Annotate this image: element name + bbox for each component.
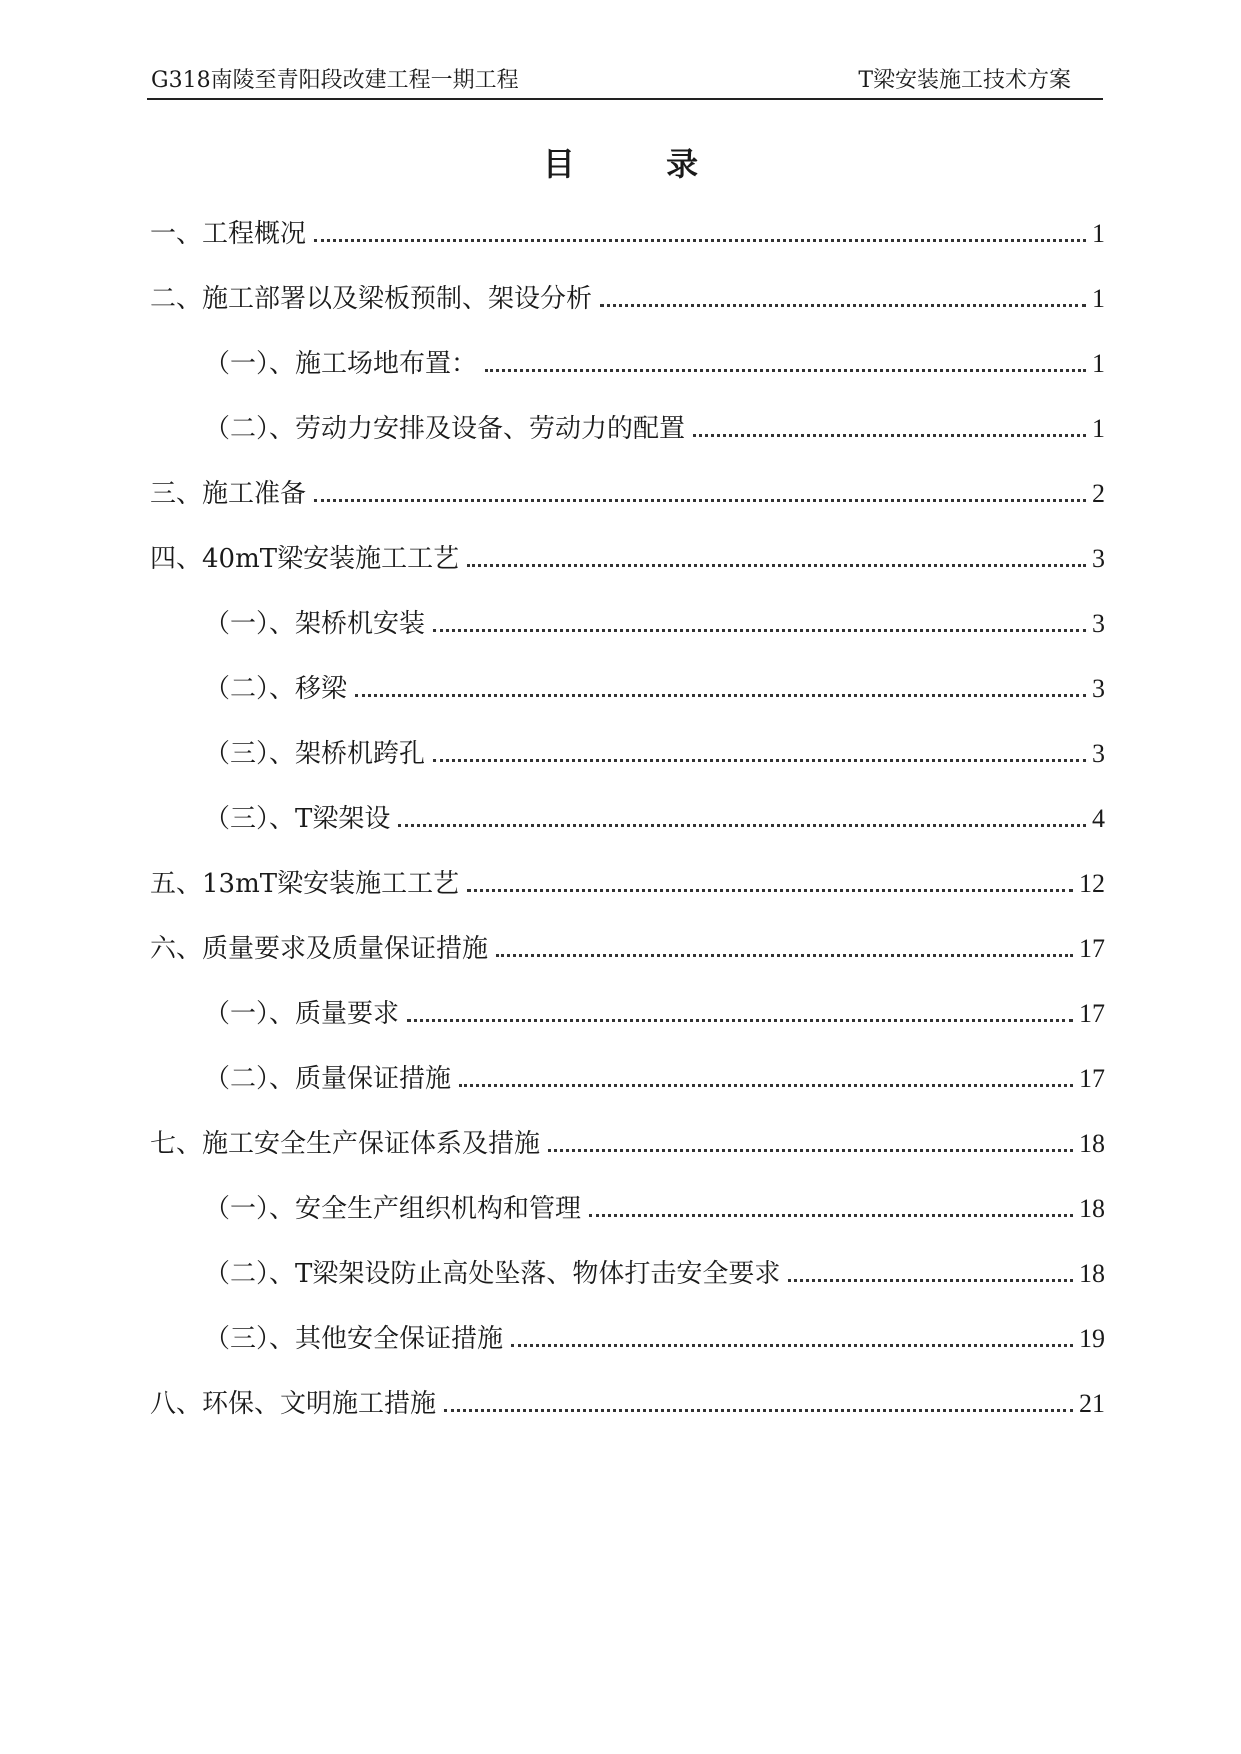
- toc-entry-text: （一）、质量要求: [204, 999, 400, 1029]
- toc-entry-text: 八、环保、文明施工措施: [150, 1389, 437, 1419]
- toc-dot-leader: [496, 954, 1073, 957]
- toc-entry-text: 六、质量要求及质量保证措施: [150, 934, 489, 964]
- toc-entry[interactable]: [150, 641, 1105, 706]
- toc-page-number: 1: [1092, 219, 1105, 248]
- toc-title: 目 录: [542, 145, 739, 183]
- toc-entry[interactable]: [150, 966, 1105, 1031]
- toc-page-number: 3: [1092, 544, 1105, 573]
- toc-entry[interactable]: [150, 901, 1105, 966]
- toc-page-number: 17: [1079, 934, 1105, 963]
- toc-entry[interactable]: [150, 1096, 1105, 1161]
- toc-dot-leader: [467, 889, 1073, 892]
- toc-dot-leader: [314, 499, 1086, 502]
- toc-page-number: 1: [1092, 284, 1105, 313]
- toc-page-number: 1: [1092, 414, 1105, 443]
- toc-entry-text: （二）、T梁架设防止高处坠落、物体打击安全要求: [204, 1259, 781, 1289]
- toc-page-number: 17: [1079, 999, 1105, 1028]
- toc-entry[interactable]: [150, 706, 1105, 771]
- toc-entry-text: （三）、T梁架设: [204, 804, 391, 834]
- table-of-contents: [150, 208, 1105, 1443]
- toc-entry-text: （二）、劳动力安排及设备、劳动力的配置: [204, 414, 686, 444]
- toc-entry-text: （一）、安全生产组织机构和管理: [204, 1194, 582, 1224]
- toc-entry-text: 一、工程概况: [150, 219, 307, 249]
- toc-dot-leader: [407, 1019, 1073, 1022]
- toc-dot-leader: [355, 694, 1086, 697]
- toc-entry[interactable]: [150, 771, 1105, 836]
- toc-page-number: 1: [1092, 349, 1105, 378]
- toc-entry[interactable]: [150, 511, 1105, 576]
- toc-entry-text: 七、施工安全生产保证体系及措施: [150, 1129, 541, 1159]
- toc-entry-text: 二、施工部署以及梁板预制、架设分析: [150, 284, 593, 314]
- toc-page-number: 3: [1092, 674, 1105, 703]
- toc-entry[interactable]: [150, 446, 1105, 511]
- page-header: [147, 64, 1103, 100]
- toc-dot-leader: [433, 759, 1086, 762]
- toc-entry[interactable]: [150, 1356, 1105, 1421]
- toc-entry[interactable]: [150, 186, 1105, 251]
- toc-entry[interactable]: [150, 251, 1105, 316]
- toc-entry[interactable]: [150, 836, 1105, 901]
- toc-page-number: 3: [1092, 609, 1105, 638]
- toc-entry-text: 四、40mT梁安装施工工艺: [150, 544, 460, 574]
- toc-entry[interactable]: [150, 576, 1105, 641]
- toc-dot-leader: [459, 1084, 1073, 1087]
- toc-entry-text: （二）、质量保证措施: [204, 1064, 452, 1094]
- toc-dot-leader: [444, 1409, 1073, 1412]
- toc-entry[interactable]: [150, 381, 1105, 446]
- toc-page-number: 17: [1079, 1064, 1105, 1093]
- toc-dot-leader: [589, 1214, 1073, 1217]
- toc-entry[interactable]: [150, 1291, 1105, 1356]
- toc-entry[interactable]: [150, 1226, 1105, 1291]
- header-document-title: T梁安装施工技术方案: [858, 68, 1071, 93]
- toc-page-number: 18: [1079, 1194, 1105, 1223]
- toc-dot-leader: [485, 369, 1086, 372]
- toc-page-number: 18: [1079, 1129, 1105, 1158]
- toc-dot-leader: [398, 824, 1086, 827]
- toc-entry-text: 五、13mT梁安装施工工艺: [150, 869, 460, 899]
- toc-entry-text: （二）、移梁: [204, 674, 348, 704]
- toc-dot-leader: [693, 434, 1086, 437]
- toc-page-number: 2: [1092, 479, 1105, 508]
- toc-entry[interactable]: [150, 1031, 1105, 1096]
- toc-page-number: 18: [1079, 1259, 1105, 1288]
- toc-page-number: 3: [1092, 739, 1105, 768]
- toc-entry-text: （一）、架桥机安装: [204, 609, 426, 639]
- toc-entry-text: （三）、其他安全保证措施: [204, 1324, 504, 1354]
- toc-dot-leader: [467, 564, 1086, 567]
- toc-dot-leader: [548, 1149, 1073, 1152]
- toc-entry-text: （一）、施工场地布置：: [204, 349, 478, 379]
- toc-entry-text: 三、施工准备: [150, 479, 307, 509]
- toc-dot-leader: [314, 239, 1086, 242]
- toc-entry[interactable]: [150, 316, 1105, 381]
- toc-dot-leader: [511, 1344, 1073, 1347]
- toc-page-number: 19: [1079, 1324, 1105, 1353]
- header-project-title: G318南陵至青阳段改建工程一期工程: [151, 68, 519, 93]
- toc-page-number: 4: [1092, 804, 1105, 833]
- toc-page-number: 21: [1079, 1389, 1105, 1418]
- toc-dot-leader: [600, 304, 1086, 307]
- toc-dot-leader: [788, 1279, 1073, 1282]
- toc-dot-leader: [433, 629, 1086, 632]
- toc-page-number: 12: [1079, 869, 1105, 898]
- toc-entry[interactable]: [150, 1161, 1105, 1226]
- toc-entry-text: （三）、架桥机跨孔: [204, 739, 426, 769]
